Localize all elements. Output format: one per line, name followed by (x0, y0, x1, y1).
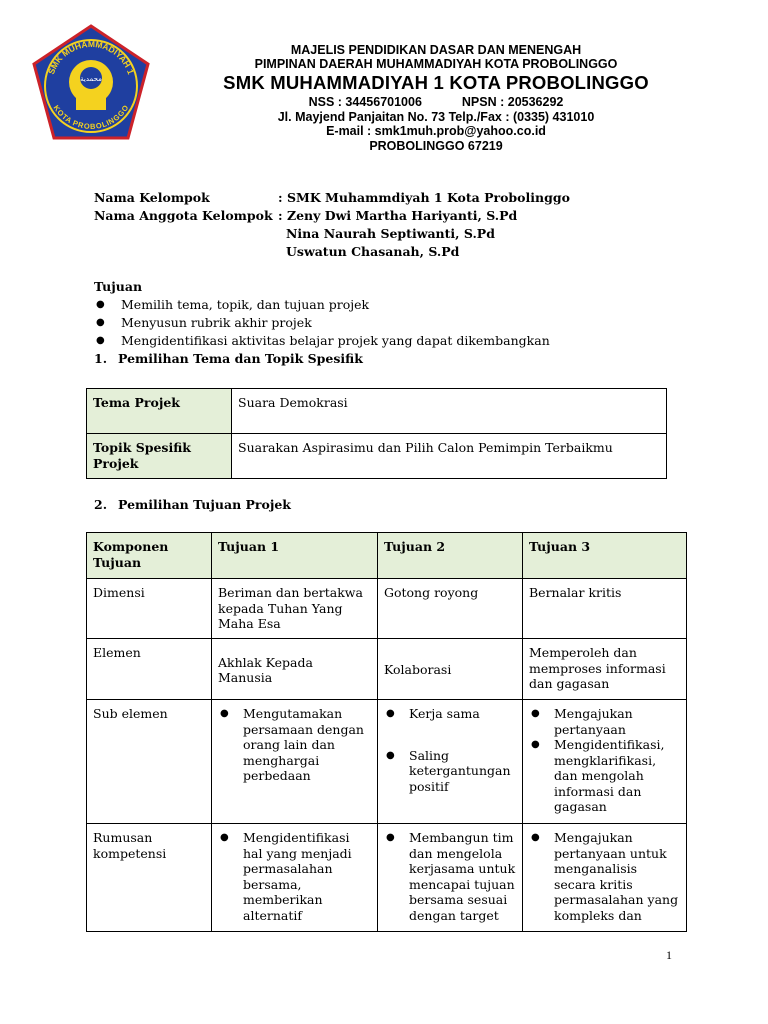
list-item: ● Mengajukan pertanyaan (531, 706, 633, 737)
letterhead-line2: PIMPINAN DAERAH MUHAMMADIYAH KOTA PROBOLINGGO (254, 57, 618, 71)
logo-top-text: SMK MUHAMMADIYAH 1 (46, 38, 136, 76)
table-cell: Bernalar kritis (523, 579, 687, 639)
school-name: SMK MUHAMMADIYAH 1 KOTA PROBOLINGGO (223, 72, 649, 93)
letterhead-line1: MAJELIS PENDIDIKAN DASAR DAN MENENGAH (290, 43, 582, 57)
tujuan-title: Tujuan (94, 279, 143, 294)
logo-center-text: محمدية (80, 75, 102, 83)
table-row (87, 700, 687, 824)
anggota-2: Nina Naurah Septiwanti, S.Pd (286, 226, 495, 241)
bullet-icon: ● (386, 749, 395, 761)
header-cell: Tujuan 1 (212, 533, 378, 579)
table-row (87, 824, 687, 932)
list-item: ● Menyusun rubrik akhir projek (96, 315, 312, 330)
bullet-icon: ● (96, 299, 105, 310)
npsn: NPSN : 20536292 (461, 95, 564, 109)
bullet-icon: ● (531, 739, 540, 750)
bullet-icon: ● (386, 708, 395, 719)
page-number: 1 (666, 948, 672, 962)
table-cell: Akhlak Kepada Manusia (212, 639, 378, 700)
anggota-label: Nama Anggota Kelompok (94, 208, 273, 223)
table-cell (523, 700, 687, 824)
table-cell (212, 824, 378, 932)
tema-topik-table (86, 388, 667, 479)
bullet-icon: ● (531, 832, 540, 843)
tujuan-section (94, 278, 550, 368)
letterhead (160, 43, 712, 153)
school-email: E-mail : smk1muh.prob@yahoo.co.id (326, 124, 546, 138)
list-item: ● Membangun tim dan mengelola kerjasama untuk mencapai tujuan bersama sesuai dengan target (386, 830, 516, 923)
bullet-icon: ● (386, 832, 395, 843)
list-item: ● Mengidentifikasi hal yang menjadi permasalahan bersama, memberikan alternatif (220, 830, 352, 923)
bullet-icon: ● (220, 708, 229, 719)
list-item: ● Mengidentifikasi aktivitas belajar projek yang dapat dikembangkan (96, 333, 550, 348)
list-item: ● Mengajukan pertanyaan untuk menganalisis secara kritis permasalahan yang kompleks dan (531, 830, 679, 923)
tema-label: Tema Projek (87, 389, 232, 434)
table-cell (212, 700, 378, 824)
school-ids (160, 95, 712, 110)
list-item: ● Memilih tema, topik, dan tujuan projek (96, 297, 370, 312)
section-1-heading: 1. Pemilihan Tema dan Topik Spesifik (94, 351, 363, 366)
table-row (87, 533, 687, 579)
table-row (87, 434, 667, 479)
table-cell: Beriman dan bertakwa kepada Tuhan Yang Maha Esa (212, 579, 378, 639)
logo-bottom-text: KOTA PROBOLINGGO (51, 103, 131, 132)
list-item: ● Mengutamakan persamaan dengan orang lain dan menghargai perbedaan (220, 706, 364, 783)
topik-value: Suarakan Aspirasimu dan Pilih Calon Pemimpin Terbaikmu (232, 434, 667, 479)
bullet-icon: ● (96, 317, 105, 328)
bullet-icon: ● (96, 335, 105, 346)
table-cell: Gotong royong (378, 579, 523, 639)
bullet-icon: ● (220, 832, 229, 843)
section-2-heading: 2. Pemilihan Tujuan Projek (94, 497, 291, 512)
anggota-value: : Zeny Dwi Martha Hariyanti, S.Pd (278, 208, 518, 223)
header-cell: Tujuan 3 (523, 533, 687, 579)
school-logo (32, 24, 150, 142)
header-cell: Tujuan 2 (378, 533, 523, 579)
row-label: Elemen (87, 639, 212, 700)
header-cell: Komponen Tujuan (87, 533, 212, 579)
table-cell (378, 824, 523, 932)
tema-value: Suara Demokrasi (232, 389, 667, 434)
table-row (87, 639, 687, 700)
school-address: Jl. Mayjend Panjaitan No. 73 Telp./Fax : (0335) 431010 (277, 109, 595, 124)
kelompok-value: : SMK Muhammdiyah 1 Kota Probolinggo (278, 190, 570, 205)
table-cell: Memperoleh dan memproses informasi dan gagasan (523, 639, 687, 700)
nss: NSS : 34456701006 (308, 95, 422, 109)
group-info (94, 189, 570, 261)
kelompok-label: Nama Kelompok (94, 190, 210, 205)
row-label: Dimensi (87, 579, 212, 639)
table-cell (523, 824, 687, 932)
bullet-icon: ● (531, 708, 540, 719)
topik-label: Topik Spesifik Projek (87, 434, 232, 479)
table-cell (378, 700, 523, 824)
list-item: ● Kerja sama (386, 706, 480, 721)
tujuan-projek-table (86, 532, 687, 932)
school-city: PROBOLINGGO 67219 (369, 138, 503, 153)
list-item: ● Mengidentifikasi, mengklarifikasi, dan mengolah informasi dan gagasan (531, 737, 665, 814)
table-row (87, 579, 687, 639)
anggota-3: Uswatun Chasanah, S.Pd (286, 244, 460, 259)
table-cell: Kolaborasi (378, 639, 523, 700)
row-label: Rumusan kompetensi (87, 824, 212, 932)
list-item: ● Saling ketergantungan positif (386, 747, 511, 794)
row-label: Sub elemen (87, 700, 212, 824)
table-row (87, 389, 667, 434)
